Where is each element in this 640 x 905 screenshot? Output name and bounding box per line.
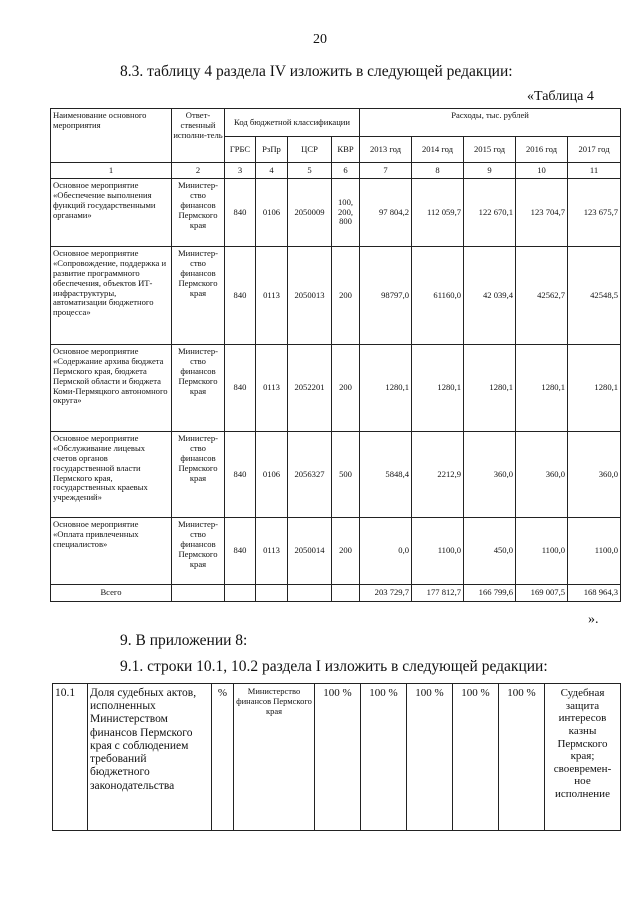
row-name: Основное мероприятие «Обеспечение выполнения функций государственными органами» xyxy=(51,179,172,247)
column-numbers-row xyxy=(51,163,621,179)
header-name: Наименование основного мероприятия xyxy=(51,109,172,163)
row-value-2016: 42562,7 xyxy=(516,247,568,345)
header-budget-code: Код бюджетной классификации xyxy=(225,109,360,137)
row-value-2014: 1100,0 xyxy=(412,518,464,585)
col-number: 11 xyxy=(568,163,621,179)
row-grbs: 840 xyxy=(225,247,256,345)
row-grbs: 840 xyxy=(225,345,256,432)
row-grbs: 840 xyxy=(225,518,256,585)
col-number: 8 xyxy=(412,163,464,179)
row-value-2017: 360,0 xyxy=(568,432,621,518)
row-kvr: 200 xyxy=(332,345,360,432)
header-year-2015: 2015 год xyxy=(464,137,516,163)
indicator-unit: % xyxy=(212,684,234,831)
indicator-goal: Судебная защита интересов казны Пермского края; своевремен-ное исполнение xyxy=(545,684,621,831)
header-kvr: КВР xyxy=(332,137,360,163)
row-rzpr: 0106 xyxy=(256,179,288,247)
table-row xyxy=(51,247,621,345)
row-value-2017: 1280,1 xyxy=(568,345,621,432)
row-rzpr: 0113 xyxy=(256,247,288,345)
header-rzpr: РзПр xyxy=(256,137,288,163)
table-row xyxy=(51,179,621,247)
row-csr: 2050009 xyxy=(288,179,332,247)
row-value-2017: 1100,0 xyxy=(568,518,621,585)
paragraph-8-3: 8.3. таблицу 4 раздела IV изложить в следующей редакции: xyxy=(120,63,513,80)
row-value-2015: 1280,1 xyxy=(464,345,516,432)
row-value-2016: 123 704,7 xyxy=(516,179,568,247)
col-number: 2 xyxy=(172,163,225,179)
total-value-2013: 203 729,7 xyxy=(360,585,412,602)
paragraph-9: 9. В приложении 8: xyxy=(120,632,248,649)
row-value-2014: 112 059,7 xyxy=(412,179,464,247)
row-csr: 2050014 xyxy=(288,518,332,585)
row-rzpr: 0113 xyxy=(256,345,288,432)
row-responsible: Министер-ство финансов Пермского края xyxy=(172,432,225,518)
row-csr: 2056327 xyxy=(288,432,332,518)
col-number: 3 xyxy=(225,163,256,179)
table-row xyxy=(51,518,621,585)
col-number: 4 xyxy=(256,163,288,179)
row-value-2015: 122 670,1 xyxy=(464,179,516,247)
col-number: 7 xyxy=(360,163,412,179)
row-responsible: Министер-ство финансов Пермского края xyxy=(172,518,225,585)
total-value-2015: 166 799,6 xyxy=(464,585,516,602)
indicator-value: 100 % xyxy=(315,684,361,831)
row-value-2013: 5848,4 xyxy=(360,432,412,518)
row-name: Основное мероприятие «Обслуживание лицевых счетов органов государственной власти Пермского края, государственных краевых учреждений» xyxy=(51,432,172,518)
table-row xyxy=(51,345,621,432)
row-responsible: Министер-ство финансов Пермского края xyxy=(172,345,225,432)
col-number: 5 xyxy=(288,163,332,179)
row-value-2014: 2212,9 xyxy=(412,432,464,518)
col-number: 6 xyxy=(332,163,360,179)
row-responsible: Министер-ство финансов Пермского края xyxy=(172,179,225,247)
header-csr: ЦСР xyxy=(288,137,332,163)
indicator-value: 100 % xyxy=(407,684,453,831)
row-value-2015: 42 039,4 xyxy=(464,247,516,345)
col-number: 10 xyxy=(516,163,568,179)
table-row xyxy=(51,432,621,518)
total-label: Всего xyxy=(51,585,172,602)
row-grbs: 840 xyxy=(225,432,256,518)
header-year-2017: 2017 год xyxy=(568,137,621,163)
header-grbs: ГРБС xyxy=(225,137,256,163)
row-value-2016: 1100,0 xyxy=(516,518,568,585)
table-caption: «Таблица 4 xyxy=(527,89,594,104)
indicator-value: 100 % xyxy=(453,684,499,831)
row-value-2016: 360,0 xyxy=(516,432,568,518)
total-value-2017: 168 964,3 xyxy=(568,585,621,602)
header-year-2013: 2013 год xyxy=(360,137,412,163)
table-row xyxy=(53,684,621,831)
page-number: 20 xyxy=(313,32,327,47)
row-value-2013: 98797,0 xyxy=(360,247,412,345)
row-value-2013: 1280,1 xyxy=(360,345,412,432)
row-value-2016: 1280,1 xyxy=(516,345,568,432)
expenses-table xyxy=(50,108,621,602)
closing-quote: ». xyxy=(588,612,599,627)
indicator-value: 100 % xyxy=(499,684,545,831)
header-expenses: Расходы, тыс. рублей xyxy=(360,109,621,137)
row-value-2015: 360,0 xyxy=(464,432,516,518)
indicator-value: 100 % xyxy=(361,684,407,831)
col-number: 9 xyxy=(464,163,516,179)
row-rzpr: 0113 xyxy=(256,518,288,585)
row-csr: 2050013 xyxy=(288,247,332,345)
total-value-2016: 169 007,5 xyxy=(516,585,568,602)
row-number: 10.1 xyxy=(53,684,88,831)
row-name: Основное мероприятие «Содержание архива бюджета Пермского края, бюджета Пермской области и бюджета Коми-Пермяцкого автономного округа» xyxy=(51,345,172,432)
row-name: Основное мероприятие «Сопровождение, поддержка и развитие программного обеспечения, объектов ИТ-инфраструктуры, автоматизации бюджетного процесса» xyxy=(51,247,172,345)
indicator-table xyxy=(52,683,621,831)
row-responsible: Министер-ство финансов Пермского края xyxy=(172,247,225,345)
indicator-name: Доля судебных актов, исполненных Министерством финансов Пермского края с соблюдением требований бюджетного законодательства xyxy=(88,684,212,831)
row-kvr: 200 xyxy=(332,247,360,345)
header-year-2014: 2014 год xyxy=(412,137,464,163)
row-kvr: 100, 200, 800 xyxy=(332,179,360,247)
row-value-2013: 97 804,2 xyxy=(360,179,412,247)
total-value-2014: 177 812,7 xyxy=(412,585,464,602)
row-value-2017: 42548,5 xyxy=(568,247,621,345)
row-grbs: 840 xyxy=(225,179,256,247)
total-row xyxy=(51,585,621,602)
row-csr: 2052201 xyxy=(288,345,332,432)
row-rzpr: 0106 xyxy=(256,432,288,518)
row-value-2013: 0,0 xyxy=(360,518,412,585)
row-name: Основное мероприятие «Оплата привлеченных специалистов» xyxy=(51,518,172,585)
paragraph-9-1: 9.1. строки 10.1, 10.2 раздела I изложить в следующей редакции: xyxy=(120,658,548,675)
row-value-2014: 1280,1 xyxy=(412,345,464,432)
row-kvr: 500 xyxy=(332,432,360,518)
header-year-2016: 2016 год xyxy=(516,137,568,163)
row-value-2014: 61160,0 xyxy=(412,247,464,345)
indicator-responsible: Министерство финансов Пермского края xyxy=(234,684,315,831)
col-number: 1 xyxy=(51,163,172,179)
header-responsible: Ответ-ственный исполни-тель xyxy=(172,109,225,163)
row-value-2017: 123 675,7 xyxy=(568,179,621,247)
row-kvr: 200 xyxy=(332,518,360,585)
row-value-2015: 450,0 xyxy=(464,518,516,585)
